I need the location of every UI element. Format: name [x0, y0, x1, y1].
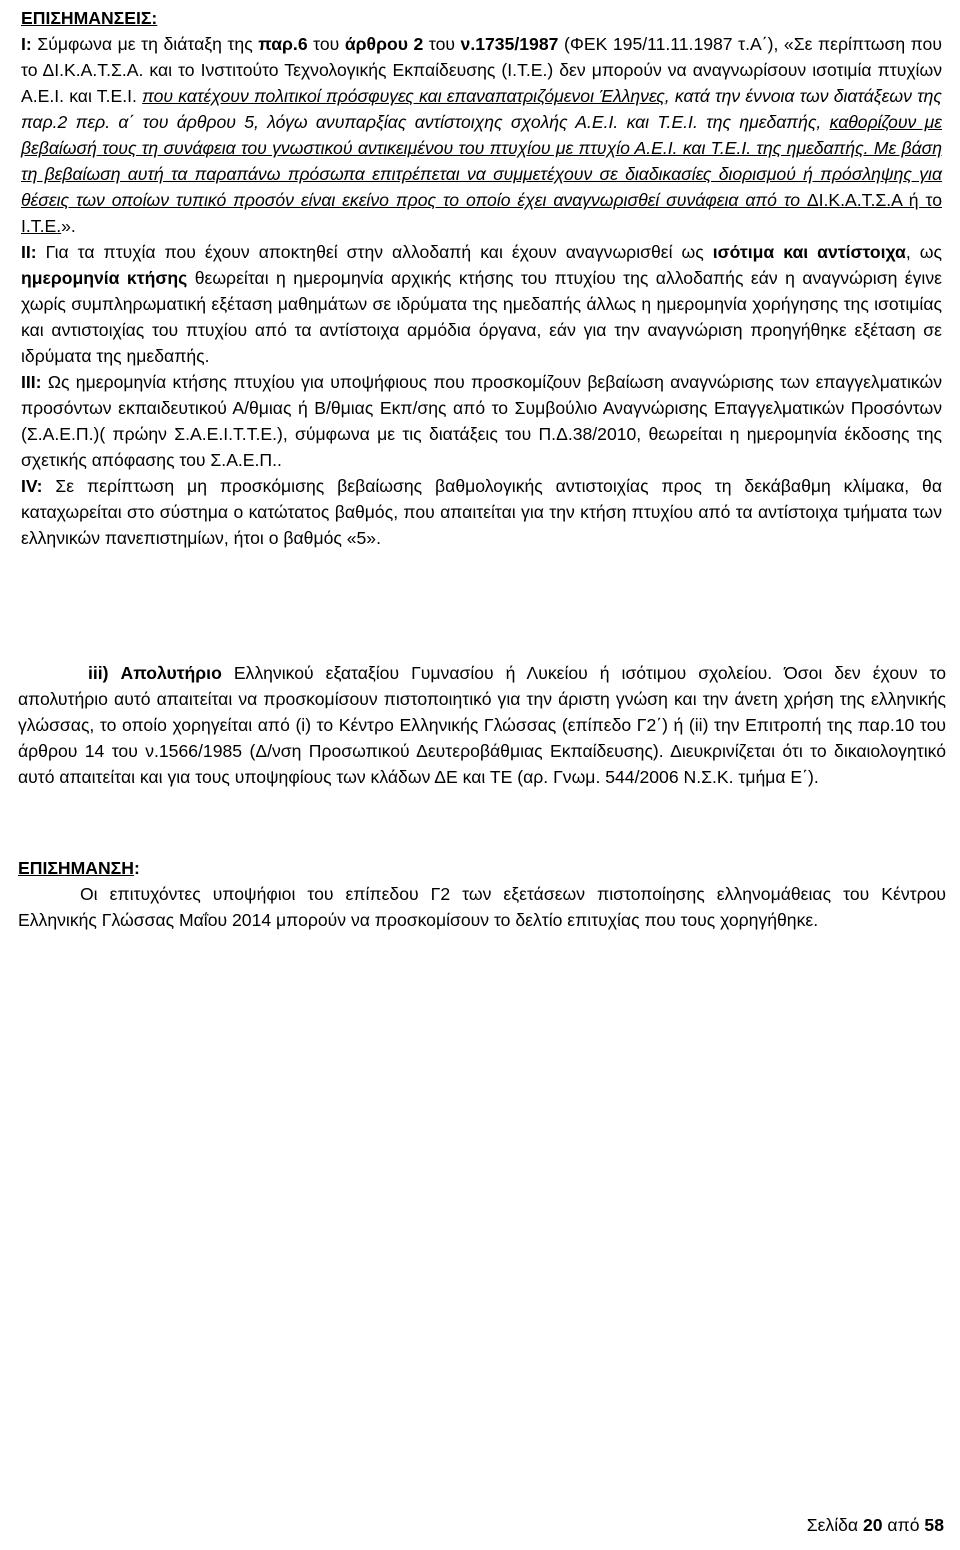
- page-footer: [807, 1515, 944, 1536]
- note-ii-text: , ως: [905, 242, 942, 262]
- note-iii-text: Ως ημερομηνία κτήσης πτυχίου για υποψήφιους που προσκομίζουν βεβαίωση αναγνώρισης των επαγγελματικών προσόντων εκπαιδευτικού Α/θμιας ή Β/θμιας Εκπ/σης από το Συμβούλιο Αναγνώρισης Επαγγελματικών Προσόντων (Σ.Α.Ε.Π.)( πρώην Σ.Α.Ε.Ι.Τ.Τ.Ε.), σύμφωνα με τις διατάξεις του Π.Δ.38/2010, θεωρείται η ημερομηνία έκδοσης της σχετικής απόφασης του Σ.Α.Ε.Π..: [21, 372, 942, 470]
- note-iii: [21, 369, 942, 473]
- section-iii-label: iii) Απολυτήριο: [88, 663, 222, 683]
- section-iii-paragraph: [18, 660, 946, 790]
- note-iv-text: Σε περίπτωση μη προσκόμισης βεβαίωσης βαθμολογικής αντιστοιχίας προς τη δεκάβαθμη κλίμακα, θα καταχωρείται στο σύστημα ο κατώτατος βαθμός, που απαιτείται για την κτήση πτυχίου από τα αντίστοιχα τμήματα των ελληνικών πανεπιστημίων, ήτοι ο βαθμός «5».: [21, 476, 942, 548]
- note-ii-date: ημερομηνία κτήσης: [21, 268, 188, 288]
- note-iii-label: ΙΙΙ:: [21, 372, 42, 392]
- note-ii-label: ΙΙ:: [21, 242, 37, 262]
- note-i-agencies: ΔΙ.Κ.Α.Τ.Σ.Α ή το Ι.Τ.Ε.: [21, 190, 942, 236]
- note-i-par: παρ.6: [258, 34, 308, 54]
- note-section-colon: :: [133, 858, 140, 878]
- section-iii: [18, 660, 946, 790]
- note-ii-text: Για τα πτυχία που έχουν αποκτηθεί στην αλλοδαπή και έχουν αναγνωρισθεί ως: [36, 242, 713, 262]
- note-i-refugees: που κατέχουν πολιτικοί πρόσφυγες και επαναπατριζόμενοι Έλληνες: [142, 86, 665, 106]
- notes-box: [14, 0, 946, 638]
- note-i: [21, 31, 942, 239]
- note-section-text: Οι επιτυχόντες υποψήφιοι του επίπεδου Γ2 των εξετάσεων πιστοποίησης ελληνομάθειας του Κέντρου Ελληνικής Γλώσσας Μαΐου 2014 μπορούν να προσκομίσουν το δελτίο επιτυχίας που τους χορηγήθηκε.: [18, 884, 946, 930]
- note-ii-equivalent: ισότιμα και αντίστοιχα: [712, 242, 906, 262]
- note-i-certification: καθορίζουν με βεβαίωσή τους τη συνάφεια του γνωστικού αντικειμένου του πτυχίου με πτυχίο Α.Ε.Ι. και Τ.Ε.Ι. της ημεδαπής. Με βάση τη βεβαίωση αυτή τα παραπάνω πρόσωπα επιτρέπεται να συμμετέχουν σε διαδικασίες διορισμού ή πρόσληψης για θέσεις των οποίων τυπικό προσόν είναι εκείνο προς το οποίο έχει αναγνωρισθεί συνάφεια από το: [21, 112, 942, 210]
- note-iv-label: ΙV:: [21, 476, 43, 496]
- footer-page-number: 20: [862, 1515, 883, 1535]
- note-i-text: του: [423, 34, 461, 54]
- note-i-quote: «Σε περίπτωση που το ΔΙ.Κ.Α.Τ.Σ.Α. και το Ινστιτούτο Τεχνολογικής Εκπαίδευσης (Ι.Τ.Ε.) δεν μπορούν να αναγνωρίσουν ισοτιμία πτυχίων Α.Ε.Ι. και Τ.Ε.Ι.: [21, 34, 942, 106]
- footer-total-pages: 58: [924, 1515, 944, 1535]
- note-section-heading: [18, 855, 946, 881]
- note-ii-text: θεωρείται η ημερομηνία αρχικής κτήσης του πτυχίου της αλλοδαπής εάν η αναγνώριση έγινε χωρίς συμπληρωματική εξέταση μαθημάτων σε ιδρύματα της ημεδαπής άλλως η ημερομηνία χορήγησης της ισοτιμίας και αντιστοιχίας του πτυχίου από τα αντίστοιχα αρμόδια όργανα, εάν για την αναγνώριση προηγήθηκε εξέταση σε ιδρύματα της ημεδαπής.: [21, 268, 942, 366]
- note-i-text: του: [307, 34, 345, 54]
- note-i-article: άρθρου 2: [344, 34, 424, 54]
- note-i-law: ν.1735/1987: [460, 34, 559, 54]
- notes-heading: ΕΠΙΣΗΜΑΝΣΕΙΣ:: [21, 8, 158, 28]
- note-iv: [21, 473, 942, 551]
- note-i-label: Ι:: [21, 34, 32, 54]
- note-i-text: (ΦΕΚ 195/11.11.1987 τ.Α΄),: [558, 34, 784, 54]
- footer-of-word: από: [882, 1515, 925, 1535]
- note-section: [18, 855, 946, 933]
- note-section-title: ΕΠΙΣΗΜΑΝΣΗ: [18, 858, 134, 878]
- section-iii-text: Ελληνικού εξαταξίου Γυμνασίου ή Λυκείου ή ισότιμου σχολείου. Όσοι δεν έχουν το απολυτήριο αυτό απαιτείται να προσκομίσουν πιστοποιητικό για την άριστη γνώση και την άνετη χρήση της ελληνικής γλώσσας, το οποίο χορηγείται από (i) το Κέντρο Ελληνικής Γλώσσας (επίπεδο Γ2΄) ή (ii) την Επιτροπή της παρ.10 του άρθρου 14 του ν.1566/1985 (Δ/νση Προσωπικού Δευτεροβάθμιας Εκπαίδευσης). Διευκρινίζεται ότι το δικαιολογητικό αυτό απαιτείται και για τους υποψηφίους των κλάδων ΔΕ και ΤΕ (αρ. Γνωμ. 544/2006 Ν.Σ.Κ. τμήμα Ε΄).: [18, 663, 946, 787]
- note-i-end: ».: [61, 216, 76, 236]
- footer-page-word: Σελίδα: [806, 1515, 863, 1535]
- note-ii: [21, 239, 942, 369]
- note-i-text: Σύμφωνα με τη διάταξη της: [31, 34, 259, 54]
- note-i-quote-cont: , κατά την έννοια των διατάξεων της παρ.2 περ. α΄ του άρθρου 5, λόγω ανυπαρξίας αντίστοιχης σχολής Α.Ε.Ι. και Τ.Ε.Ι. της ημεδαπής,: [21, 86, 942, 132]
